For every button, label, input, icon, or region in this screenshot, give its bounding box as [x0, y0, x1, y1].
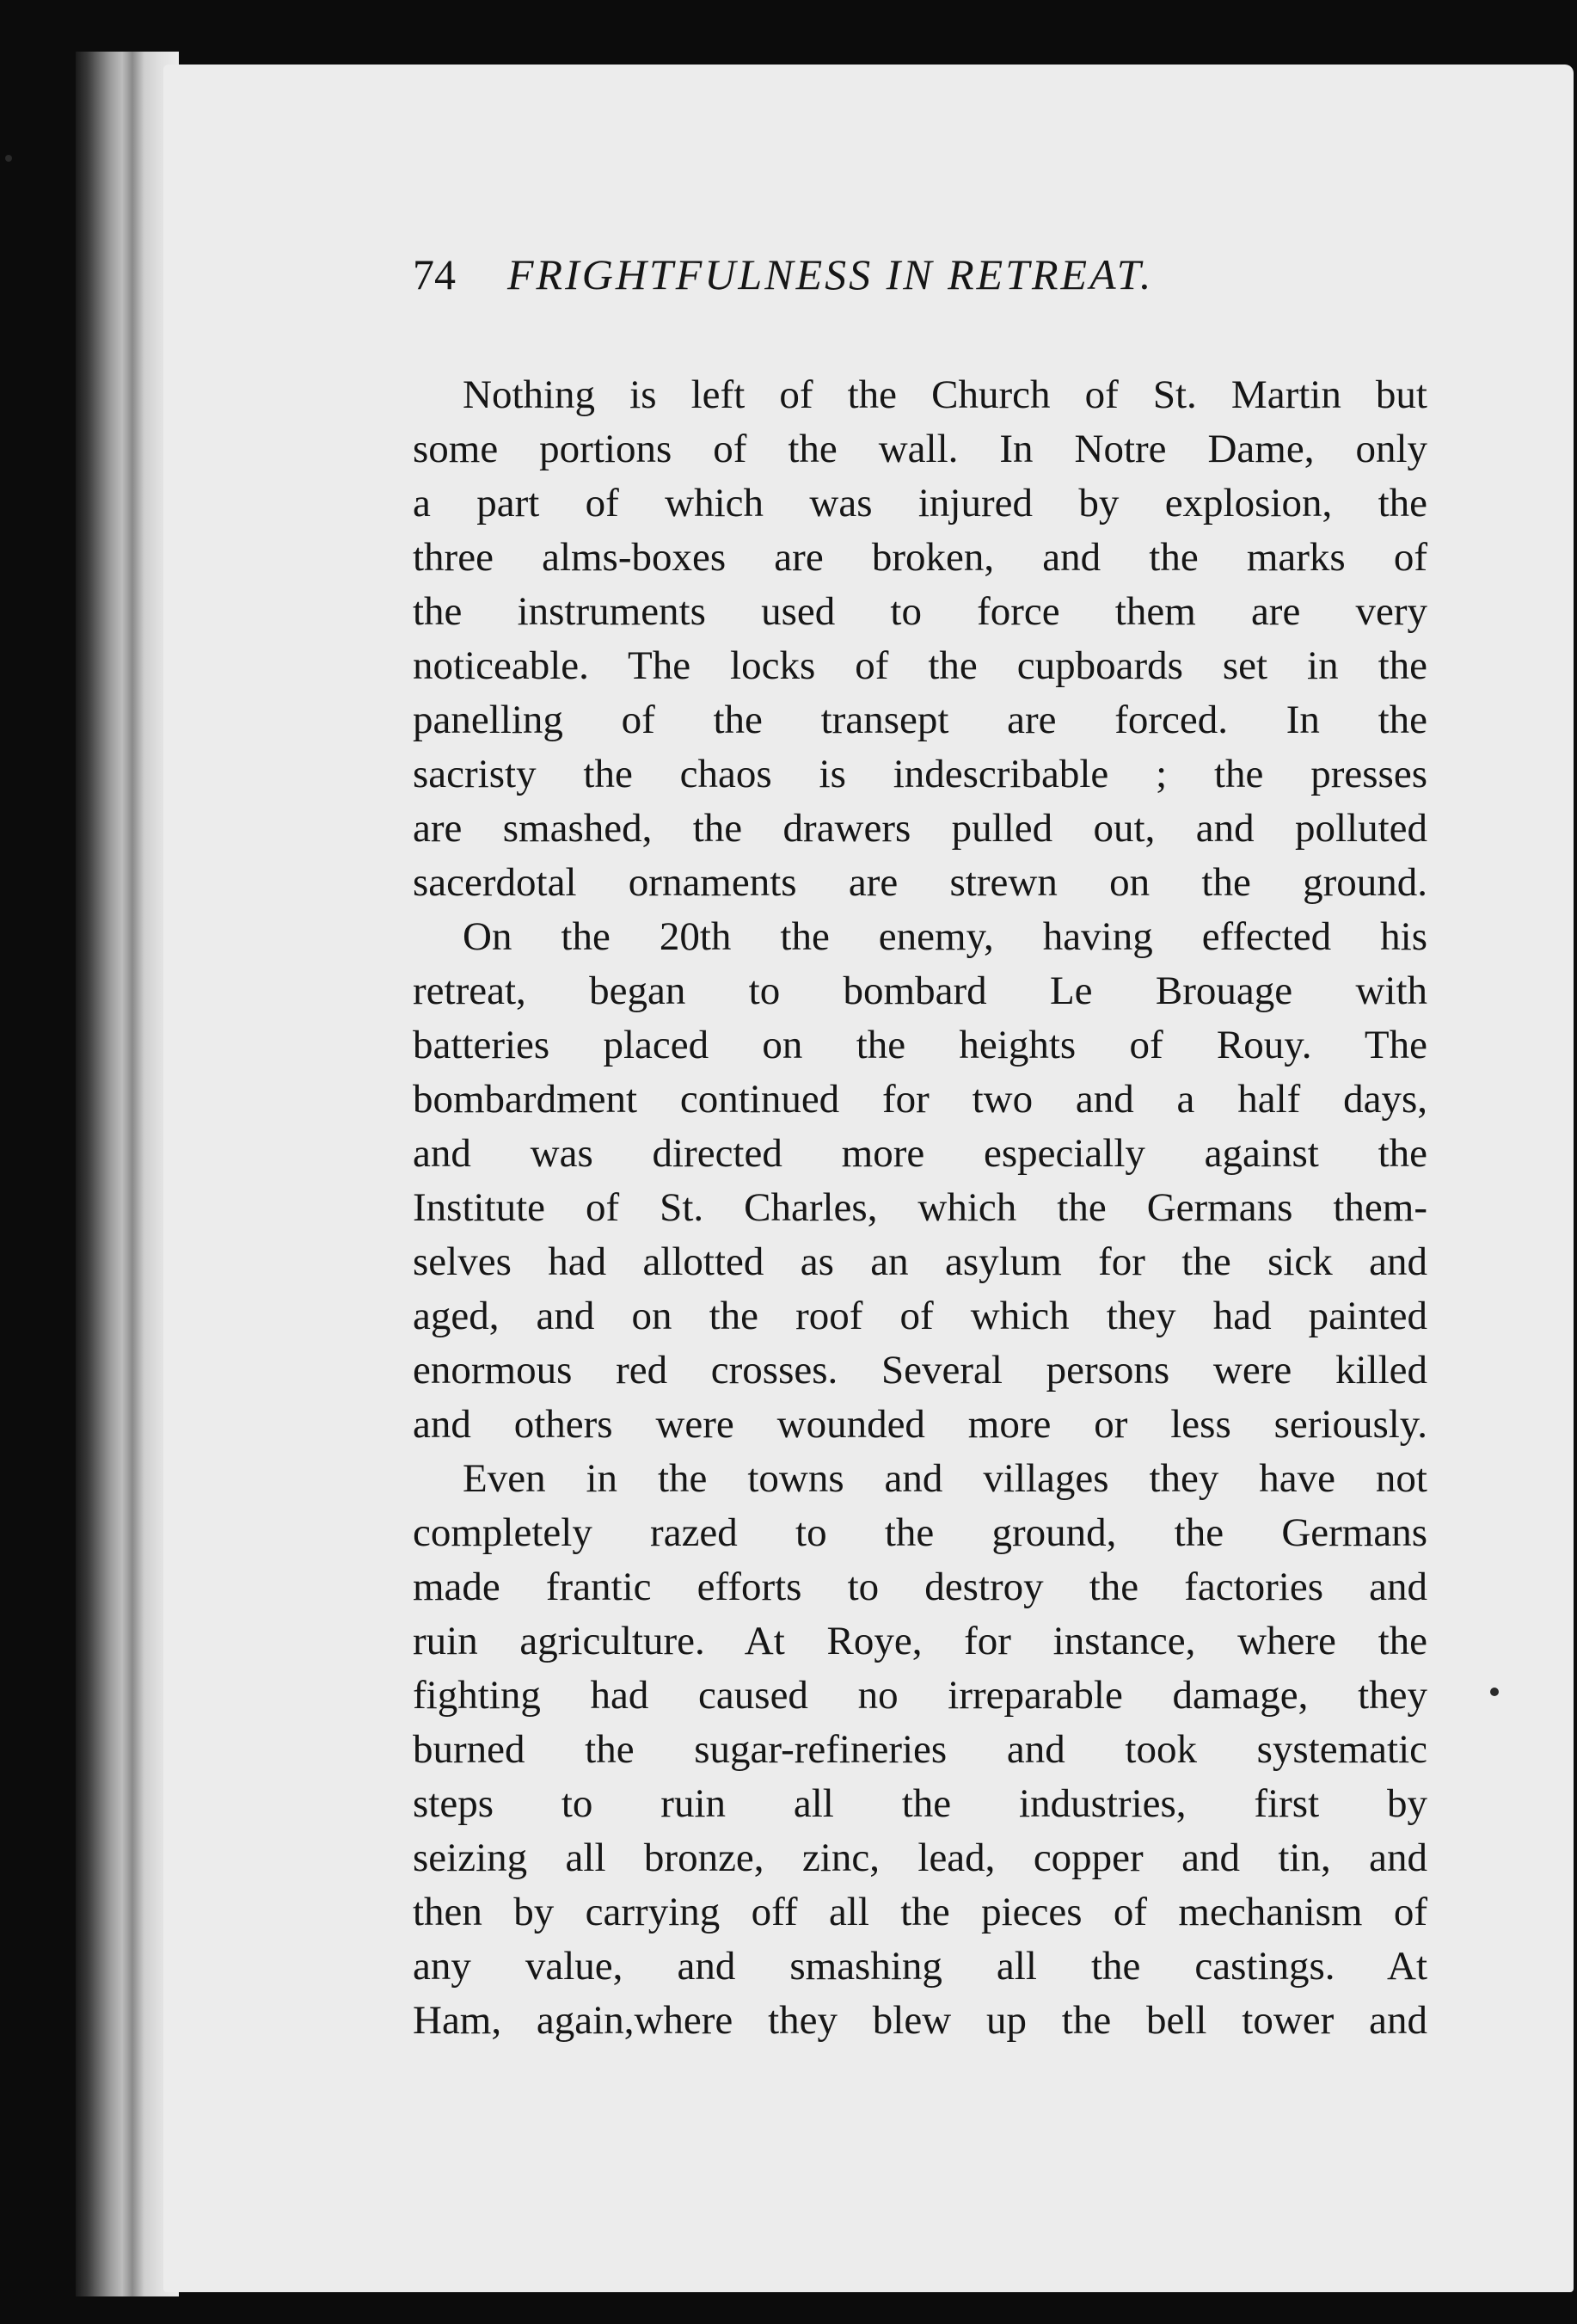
text-line: Ham, again,where they blew up the bell tower and [413, 1998, 1427, 2043]
text-line: sacristy the chaos is indescribable ; the presses [413, 752, 1427, 796]
text-line: steps to ruin all the industries, first by [413, 1781, 1427, 1826]
text-line: Nothing is left of the Church of St. Martin but [463, 372, 1427, 417]
page-content [413, 249, 1427, 2048]
text-line: and others were wounded more or less seriously. [413, 1402, 1427, 1447]
paragraph [413, 910, 1427, 1452]
text-line: and was directed more especially against the [413, 1131, 1427, 1176]
text-line: any value, and smashing all the castings. At [413, 1944, 1427, 1989]
text-line: then by carrying off all the pieces of mechanism of [413, 1890, 1427, 1934]
text-line: a part of which was injured by explosion, the [413, 481, 1427, 526]
text-line: burned the sugar-refineries and took systematic [413, 1727, 1427, 1772]
body-text [413, 368, 1427, 2048]
text-line: the instruments used to force them are very [413, 589, 1427, 634]
text-line: seizing all bronze, zinc, lead, copper and tin, and [413, 1835, 1427, 1880]
text-line: Even in the towns and villages they have not [463, 1456, 1427, 1501]
text-line: completely razed to the ground, the Germans [413, 1510, 1427, 1555]
speck-mark [1490, 1688, 1499, 1696]
text-line: fighting had caused no irreparable damage, they [413, 1673, 1427, 1718]
running-title: FRIGHTFULNESS IN RETREAT. [507, 250, 1154, 298]
text-line: enormous red crosses. Several persons were killed [413, 1348, 1427, 1393]
paragraph [413, 368, 1427, 910]
text-line: some portions of the wall. In Notre Dame, only [413, 427, 1427, 471]
text-line: noticeable. The locks of the cupboards set in the [413, 643, 1427, 688]
text-line: made frantic efforts to destroy the factories and [413, 1565, 1427, 1609]
text-line: ruin agriculture. At Roye, for instance, where the [413, 1619, 1427, 1663]
text-line: retreat, began to bombard Le Brouage with [413, 968, 1427, 1013]
text-line: selves had allotted as an asylum for the sick and [413, 1239, 1427, 1284]
text-line: sacerdotal ornaments are strewn on the ground. [413, 860, 1427, 905]
speck-mark [5, 155, 12, 162]
text-line: On the 20th the enemy, having effected his [463, 914, 1427, 959]
paragraph [413, 1452, 1427, 2048]
text-line: bombardment continued for two and a half days, [413, 1077, 1427, 1122]
text-line: Institute of St. Charles, which the Germans them- [413, 1185, 1427, 1230]
page-header [413, 249, 1427, 327]
text-line: are smashed, the drawers pulled out, and polluted [413, 806, 1427, 851]
text-line: batteries placed on the heights of Rouy. The [413, 1023, 1427, 1067]
text-line: panelling of the transept are forced. In the [413, 698, 1427, 742]
text-line: aged, and on the roof of which they had painted [413, 1294, 1427, 1338]
text-line: three alms-boxes are broken, and the marks of [413, 535, 1427, 580]
page-number: 74 [413, 250, 456, 298]
